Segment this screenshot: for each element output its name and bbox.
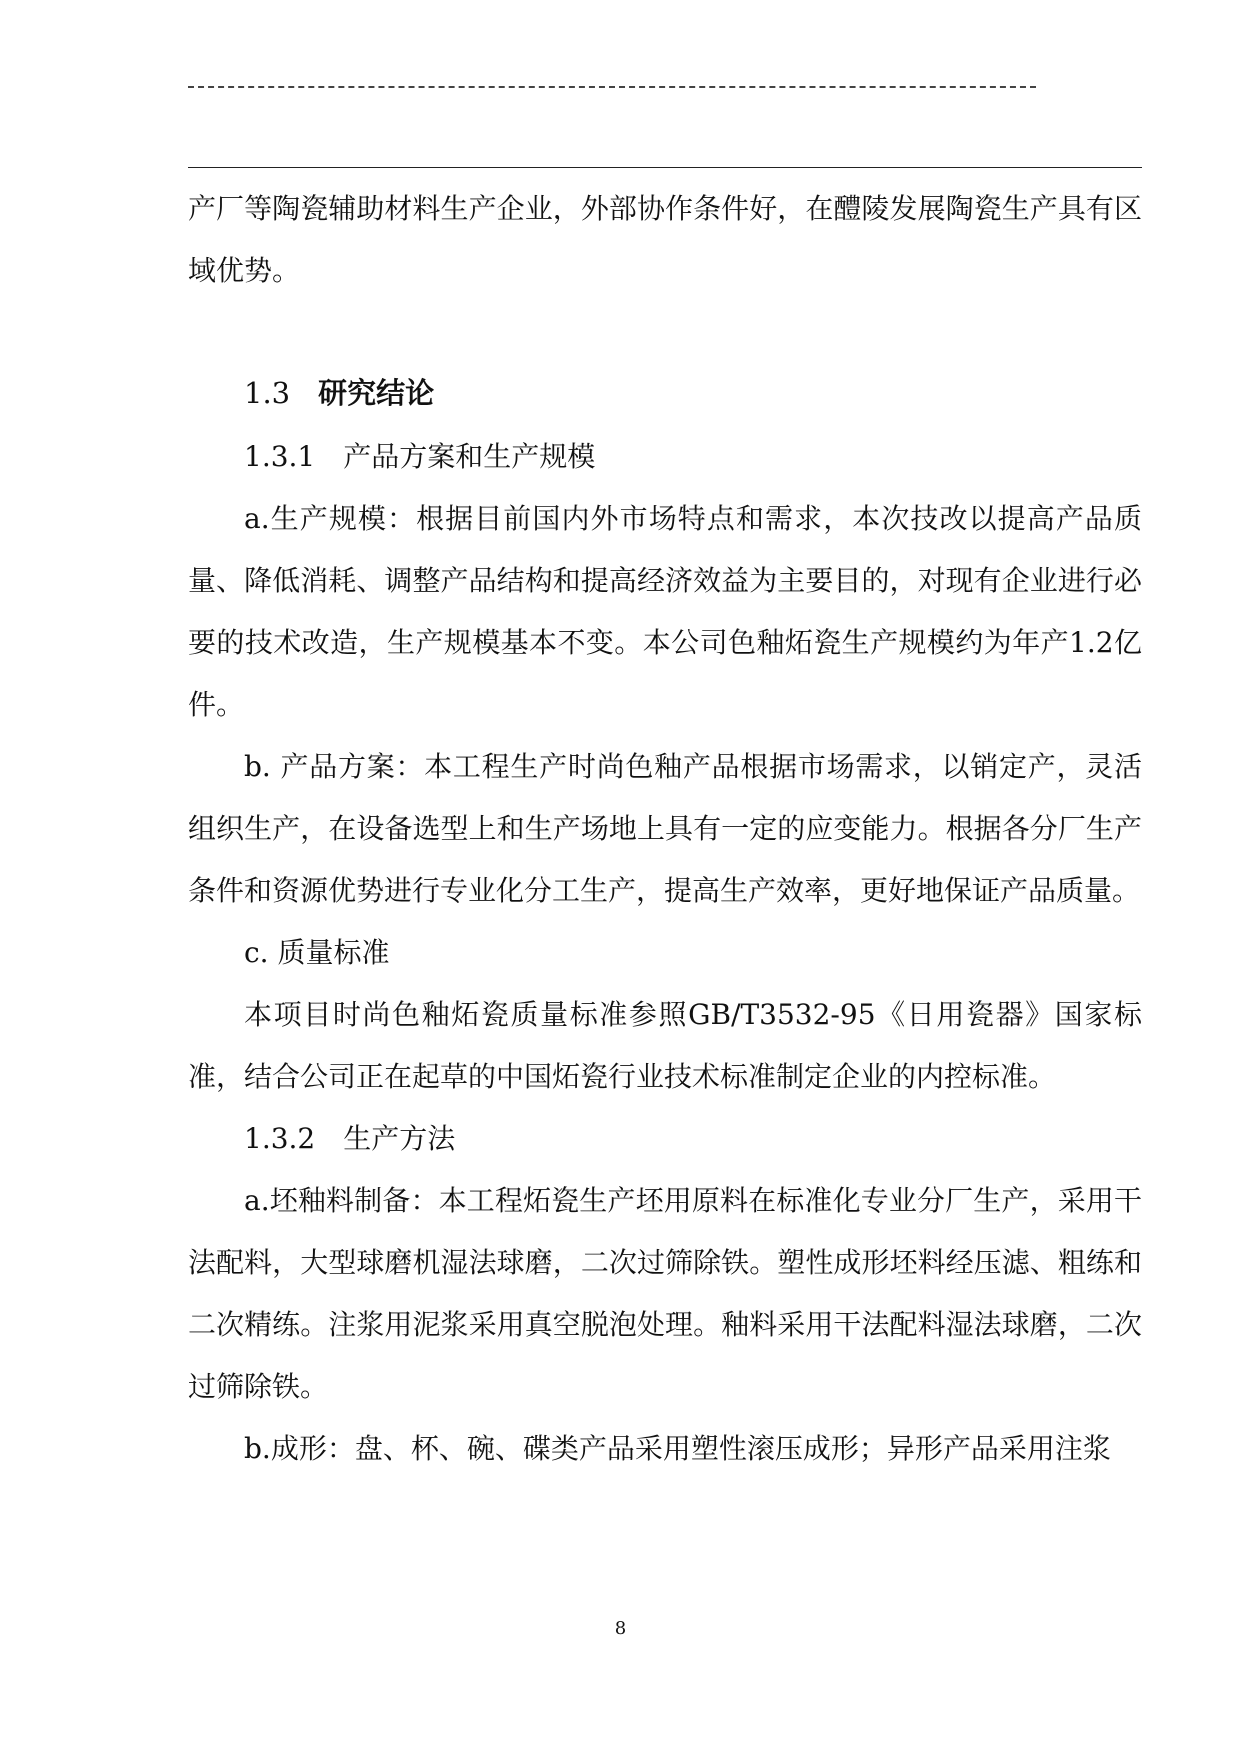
subsection-heading-1 <box>188 426 1142 488</box>
header-dotted-rule <box>188 86 1036 88</box>
subsection-title-1: 产品方案和生产规模 <box>343 440 596 473</box>
paragraph-material-prep: a.坯釉料制备：本工程炻瓷生产坯用原料在标准化专业分厂生产，采用干法配料，大型球磨机湿法球磨，二次过筛除铁。塑性成形坯料经压滤、粗练和二次精练。注浆用泥浆采用真空脱泡处理。釉料采用干法配料湿法球磨，二次过筛除铁。 <box>188 1184 1142 1403</box>
paragraph-product-plan: b. 产品方案：本工程生产时尚色釉产品根据市场需求，以销定产，灵活组织生产，在设备选型上和生产场地上具有一定的应变能力。根据各分厂生产条件和资源优势进行专业化分工生产，提高生产效率，更好地保证产品质量。 <box>188 750 1142 907</box>
subsection-number-1: 1.3.1 <box>244 440 316 473</box>
subsection-number-2: 1.3.2 <box>244 1122 316 1155</box>
subsection-heading-2 <box>188 1108 1142 1170</box>
subsection-title-2: 生产方法 <box>343 1122 456 1155</box>
page-body <box>188 426 1142 1480</box>
page-body-top <box>188 178 1142 302</box>
paragraph-quality-standard: 本项目时尚色釉炻瓷质量标准参照GB/T3532-95《日用瓷器》国家标准，结合公司正在起草的中国炻瓷行业技术标准制定企业的内控标准。 <box>188 998 1142 1093</box>
section-title: 研究结论 <box>318 376 435 410</box>
paragraph-continuation: 产厂等陶瓷辅助材料生产企业，外部协作条件好，在醴陵发展陶瓷生产具有区域优势。 <box>188 192 1142 287</box>
paragraph-production-scale: a.生产规模：根据目前国内外市场特点和需求，本次技改以提高产品质量、降低消耗、调整产品结构和提高经济效益为主要目的，对现有企业进行必要的技术改造，生产规模基本不变。本公司色釉炻瓷生产规模约为年产1.2亿件。 <box>188 502 1142 721</box>
paragraph-forming: b.成形：盘、杯、碗、碟类产品采用塑性滚压成形；异形产品采用注浆 <box>244 1432 1111 1465</box>
header-rule <box>188 167 1142 168</box>
section-number: 1.3 <box>244 376 291 410</box>
paragraph-quality-title: c. 质量标准 <box>244 936 390 969</box>
page-number: 8 <box>614 1618 627 1639</box>
section-heading <box>244 368 434 418</box>
